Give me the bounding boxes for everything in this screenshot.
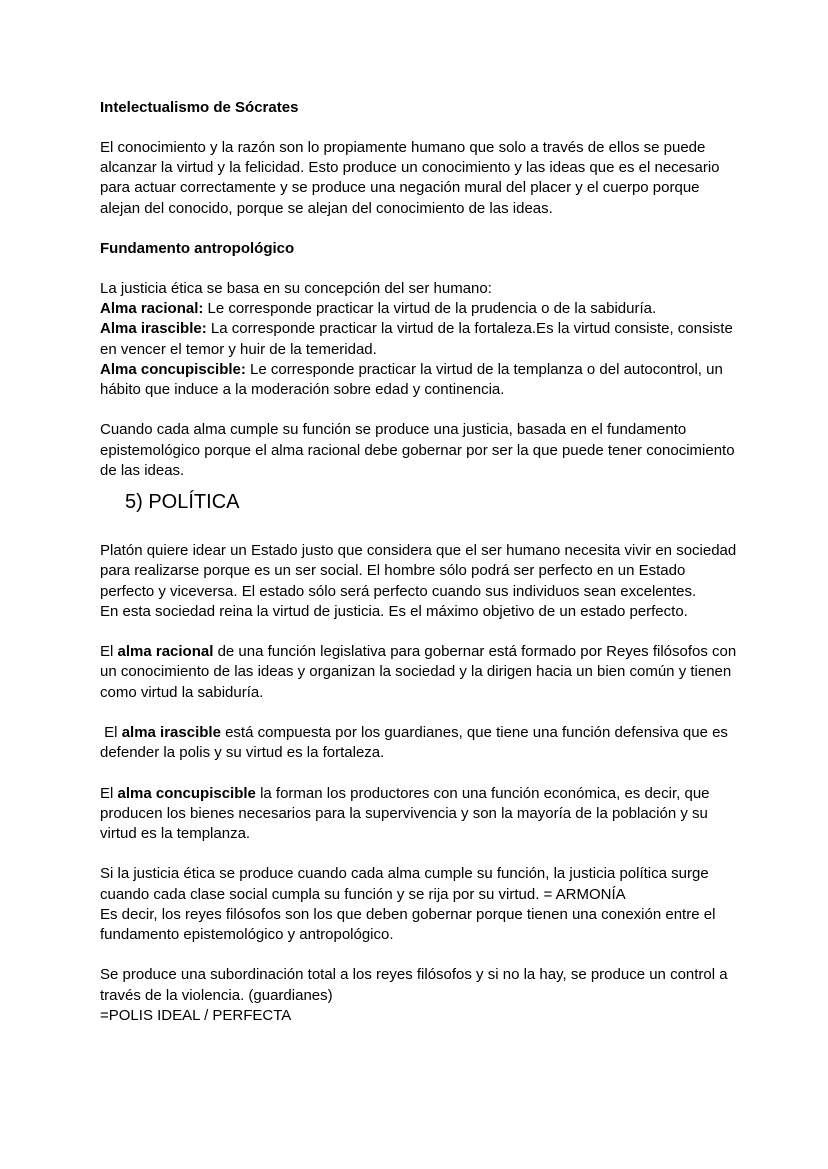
virtud-justicia-text: En esta sociedad reina la virtud de justicia. Es el máximo objetivo de un estado perfecto.	[100, 602, 688, 620]
alma-concupiscible-post: la forman los productores con una función económica, es decir, que producen los bienes necesarios para la supervivencia y son la mayoría de la población y su virtud es la templanza.	[100, 784, 710, 842]
estado-justo-text: Platón quiere idear un Estado justo que considera que el ser humano necesita vivir en sociedad para realizarse porque es un ser social. El hombre sólo podrá ser perfecto en un Estado perfecto y viceversa. El estado sólo será perfecto cuando sus individuos sean excelentes.	[100, 542, 737, 600]
paragraph-alma-concupiscible	[100, 784, 740, 845]
alma-racional-bold: alma racional	[117, 643, 214, 661]
paragraph-estado-justo	[100, 541, 740, 622]
alma-irascible-text: La corresponde practicar la virtud de la fortaleza.Es la virtud consiste, consiste en vencer el temor y huir de la temeridad.	[100, 320, 733, 358]
paragraph-subordinacion	[100, 965, 740, 1026]
polis-ideal-text: =POLIS IDEAL / PERFECTA	[100, 1006, 292, 1024]
alma-racional-post: de una función legislativa para gobernar está formado por Reyes filósofos con un conocimiento de las ideas y organizan la sociedad y la dirigen hacia un bien común y tienen como virtud la sabiduría.	[100, 643, 737, 701]
paragraph-alma-irascible	[100, 723, 740, 763]
alma-racional-label: Alma racional:	[100, 300, 204, 318]
subordinacion-text: Se produce una subordinación total a los reyes filósofos y si no la hay, se produce un control a través de la violencia. (guardianes)	[100, 966, 728, 1004]
alma-racional-line	[100, 299, 740, 319]
alma-irascible-bold: alma irascible	[121, 724, 221, 741]
heading-intelectualismo: Intelectualismo de Sócrates	[100, 99, 299, 116]
alma-racional-text: Le corresponde practicar la virtud de la prudencia o de la sabiduría.	[203, 300, 657, 318]
section-title-politica: 5) POLÍTICA	[125, 491, 240, 514]
paragraph-justicia-politica	[100, 864, 740, 945]
almas-intro: La justicia ética se basa en su concepción del ser humano:	[100, 280, 492, 297]
heading-fundamento-antropologico: Fundamento antropológico	[100, 240, 295, 257]
alma-concupiscible-bold: alma concupiscible	[117, 784, 256, 802]
paragraph-alma-racional	[100, 642, 740, 703]
paragraph-conocimiento: El conocimiento y la razón son lo propiamente humano que solo a través de ellos se puede alcanzar la virtud y la felicidad. Esto produce un conocimiento y las ideas que es el necesario para actuar correctamente y se produce una negación mural del placer y el cuerpo porque alejan del conocido, porque se alejan del conocimiento de las ideas.	[100, 139, 720, 217]
alma-irascible-post: está compuesta por los guardianes, que tiene una función defensiva que es defender la polis y su virtud es la fortaleza.	[100, 724, 728, 762]
justicia-politica-text: Si la justicia ética se produce cuando cada alma cumple su función, la justicia política surge cuando cada clase social cumpla su función y se rija por su virtud. = ARMONÍA	[100, 865, 709, 903]
alma-irascible-line	[100, 319, 740, 359]
alma-irascible-pre: El	[100, 724, 122, 741]
document-page	[100, 98, 740, 1046]
alma-concupiscible-line	[100, 360, 740, 400]
alma-racional-pre: El	[100, 643, 118, 661]
alma-irascible-label: Alma irascible:	[100, 320, 207, 338]
alma-concupiscible-label: Alma concupiscible:	[100, 360, 246, 378]
paragraph-justicia-etica: Cuando cada alma cumple su función se produce una justicia, basada en el fundamento epistemológico porque el alma racional debe gobernar por ser la que puede tener conocimiento de las ideas.	[100, 421, 735, 479]
alma-concupiscible-pre: El	[100, 784, 118, 802]
alma-concupiscible-text: Le corresponde practicar la virtud de la templanza o del autocontrol, un hábito que induce a la moderación sobre edad y continencia.	[100, 360, 723, 399]
paragraph-almas	[100, 279, 740, 400]
reyes-filosofos-text: Es decir, los reyes filósofos son los que deben gobernar porque tienen una conexión entre el fundamento epistemológico y antropológico.	[100, 905, 716, 943]
